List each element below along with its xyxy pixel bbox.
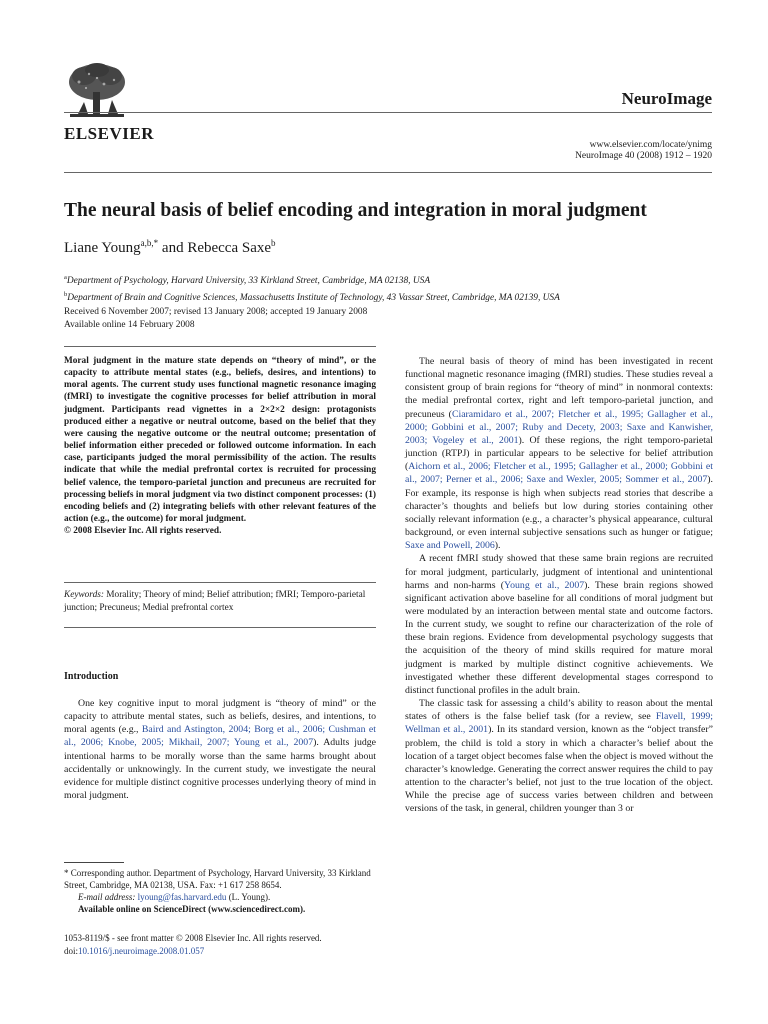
paragraph [405, 697, 713, 815]
intro-paragraph [64, 697, 376, 802]
author-young-affil: a,b,* [140, 238, 159, 248]
issn-line: 1053-8119/$ - see front matter © 2008 Elsevier Inc. All rights reserved. [64, 933, 322, 943]
abstract-rule-mid [64, 582, 376, 583]
header-rule [64, 112, 712, 113]
header-rule-bottom [64, 172, 712, 173]
footnote-rule [64, 862, 124, 863]
body-text: ). In its standard version, known as the “object transfer” problem, the child is told a story in which a character’s belief about the location of a target object becomes false when the object is moved without the character’s knowledge. Generating the correct answer requires the child to pay attention to the character’s belief, not just to the true location of the object. While the precise age of success varies between children and between versions of the task, in general, children younger than 3 or [405, 724, 714, 815]
body-text: A recent fMRI study showed that these same brain regions are recruited for moral judgment, particularly, judgment of intentional and unintentional harms and non-harms ( [405, 553, 713, 591]
paragraph [405, 552, 713, 697]
keywords-list: Morality; Theory of mind; Belief attribution; fMRI; Temporo-parietal junction; Precuneus; Medial prefrontal cortex [64, 590, 366, 613]
right-column [405, 355, 713, 815]
email-label: E-mail address: [78, 892, 136, 902]
body-text: ). For example, its response is high when subjects read stories that describe a character’s thoughts and beliefs but low during stories containing other socially relevant information (e.g., a character’s physical appearance, cultural background, or even internal subjective sensations such as hunger or fatigue; [405, 474, 713, 539]
keywords-label: Keywords: [64, 590, 104, 600]
author-young: Liane Young [64, 240, 141, 256]
citation-link[interactable]: Aichorn et al., 2006; Fletcher et al., 1995; Gallagher et al., 2000; Gobbini et al., 2007; Perner et al., 2006; Saxe and Wexler, 2005; Sommer et al., 2007 [405, 461, 713, 486]
email-link[interactable]: lyoung@fas.harvard.edu [137, 892, 227, 902]
footnote [64, 867, 384, 915]
email-line [64, 891, 384, 903]
front-matter [64, 932, 322, 957]
intro-text-1: One key cognitive input to moral judgment is “theory of mind” or the capacity to attribute mental states, such as beliefs, desires, and intentions, to moral agents (e.g., [64, 698, 376, 736]
affil-b-mark: b [64, 291, 68, 299]
corresponding-author: * Corresponding author. Department of Psychology, Harvard University, 33 Kirkland Street, Cambridge, MA 02138, USA. Fax: +1 617 258 8654. [64, 868, 371, 890]
author-line [64, 238, 276, 257]
keywords [64, 589, 376, 614]
doi-label: doi: [64, 945, 79, 956]
citation-link[interactable]: Flavell, 1999; Wellman et al., 2001 [405, 711, 713, 736]
journal-url[interactable]: www.elsevier.com/locate/ynimg [589, 140, 712, 150]
author-saxe-affil: b [271, 238, 276, 248]
online-date: Available online 14 February 2008 [64, 320, 195, 330]
section-heading-introduction: Introduction [64, 671, 119, 682]
article-title: The neural basis of belief encoding and integration in moral judgment [64, 200, 647, 221]
body-text: ). Of these regions, the right temporo-parietal junction (RTPJ) in particular appears to be selective for belief attribution ( [405, 434, 713, 473]
body-text: The neural basis of theory of mind has been investigated in recent functional magnetic resonance imaging (fMRI) studies. These studies reveal a consistent group of brain regions for “theory of mind” in nonmoral contexts: the medial prefrontal cortex, right and left temporo-parietal junction, and precuneus ( [405, 356, 713, 420]
intro-text-2: ). Adults judge intentional harms to be morally worse than the same harms brought about accidentally or unknowingly. In the current study, we investigate the neural evidence for multiple distinct cognitive processes underlying theory of mind in moral judgment. [64, 737, 376, 802]
affil-a-mark: a [64, 274, 67, 281]
doi-link[interactable]: 10.1016/j.neuroimage.2008.01.057 [78, 945, 205, 956]
abstract [64, 355, 376, 537]
affiliation-a: Department of Psychology, Harvard University, 33 Kirkland Street, Cambridge, MA 02138, USA [66, 276, 431, 287]
journal-title: NeuroImage [621, 89, 712, 108]
body-text: The classic task for assessing a child’s ability to reason about the mental states of others is the false belief task (for a review, see [405, 698, 713, 723]
abstract-text: Moral judgment in the mature state depends on “theory of mind”, or the capacity to attribute mental states (e.g., beliefs, desires, and intentions) to moral agents. The current study uses functional magnetic resonance imaging (fMRI) to investigate the cognitive processes for belief attribution in moral judgment. Participants read vignettes in a 2×2×2 design: protagonists produced either a negative or neutral outcome, based on the belief that they were causing the negative outcome or the neutral outcome; presentation of belief information either preceded or followed outcome information. In each case, participants judged the moral permissibility of the action. The results indicate that while the medial prefrontal cortex is recruited for processing belief valence, the temporo-parietal junction and precuneus are recruited for processing beliefs in moral judgment via two distinct component processes: (1) encoding beliefs and (2) integrating beliefs with other relevant features of the action (e.g., the outcome) for moral judgment. [64, 356, 376, 525]
body-text: ). These brain regions showed significant activation above baseline for all conditions of moral judgment but were modulated by an interaction between mental state and outcome factors. In the current study, we sought to refine our characterization of the role of these brain regions. Evidence from developmental psychology suggests that the acquisition of the theory of mind skills required for mature moral judgment is marked by multiple distinct cognitive achievements. We investigated whether these different developmental stages correspond to distinct functional profiles in the adult brain. [405, 579, 714, 696]
intro-column [64, 697, 376, 802]
body-text: ). [494, 540, 501, 552]
affiliations [64, 271, 560, 305]
citation-link[interactable]: Baird and Astington, 2004; Borg et al., 2006; Cushman et al., 2006; Knobe, 2005; Mikhail, 2007; Young et al., 2007 [64, 724, 376, 749]
abstract-copyright: © 2008 Elsevier Inc. All rights reserved. [64, 526, 222, 537]
elsevier-tree-logo [64, 62, 130, 122]
journal-citation: NeuroImage 40 (2008) 1912 – 1920 [575, 151, 712, 161]
citation-link[interactable]: Ciaramidaro et al., 2007; Fletcher et al., 1995; Gallagher et al., 2000; Gobbini et al., 2007; Ruby and Decety, 2003; Saxe and Kanwisher, 2003; Vogeley et al., 2001 [405, 408, 713, 446]
abstract-rule-top [64, 346, 376, 347]
journal-info [575, 140, 712, 162]
affiliation-b: Department of Brain and Cognitive Sciences, Massachusetts Institute of Technology, 43 Vassar Street, Cambridge, MA 02139, USA [67, 293, 560, 304]
received-dates: Received 6 November 2007; revised 13 January 2008; accepted 19 January 2008 [64, 307, 368, 317]
publisher-name: ELSEVIER [64, 124, 154, 143]
article-dates [64, 306, 367, 332]
sciencedirect-note: Available online on ScienceDirect (www.sciencedirect.com). [78, 904, 306, 914]
author-saxe: and Rebecca Saxe [158, 240, 272, 256]
abstract-rule-bottom [64, 627, 376, 628]
paragraph [405, 355, 713, 552]
citation-link[interactable]: Saxe and Powell, 2006 [405, 540, 495, 552]
email-tail: (L. Young). [226, 892, 271, 902]
doi-line [64, 945, 322, 958]
citation-link[interactable]: Young et al., 2007 [504, 579, 585, 591]
